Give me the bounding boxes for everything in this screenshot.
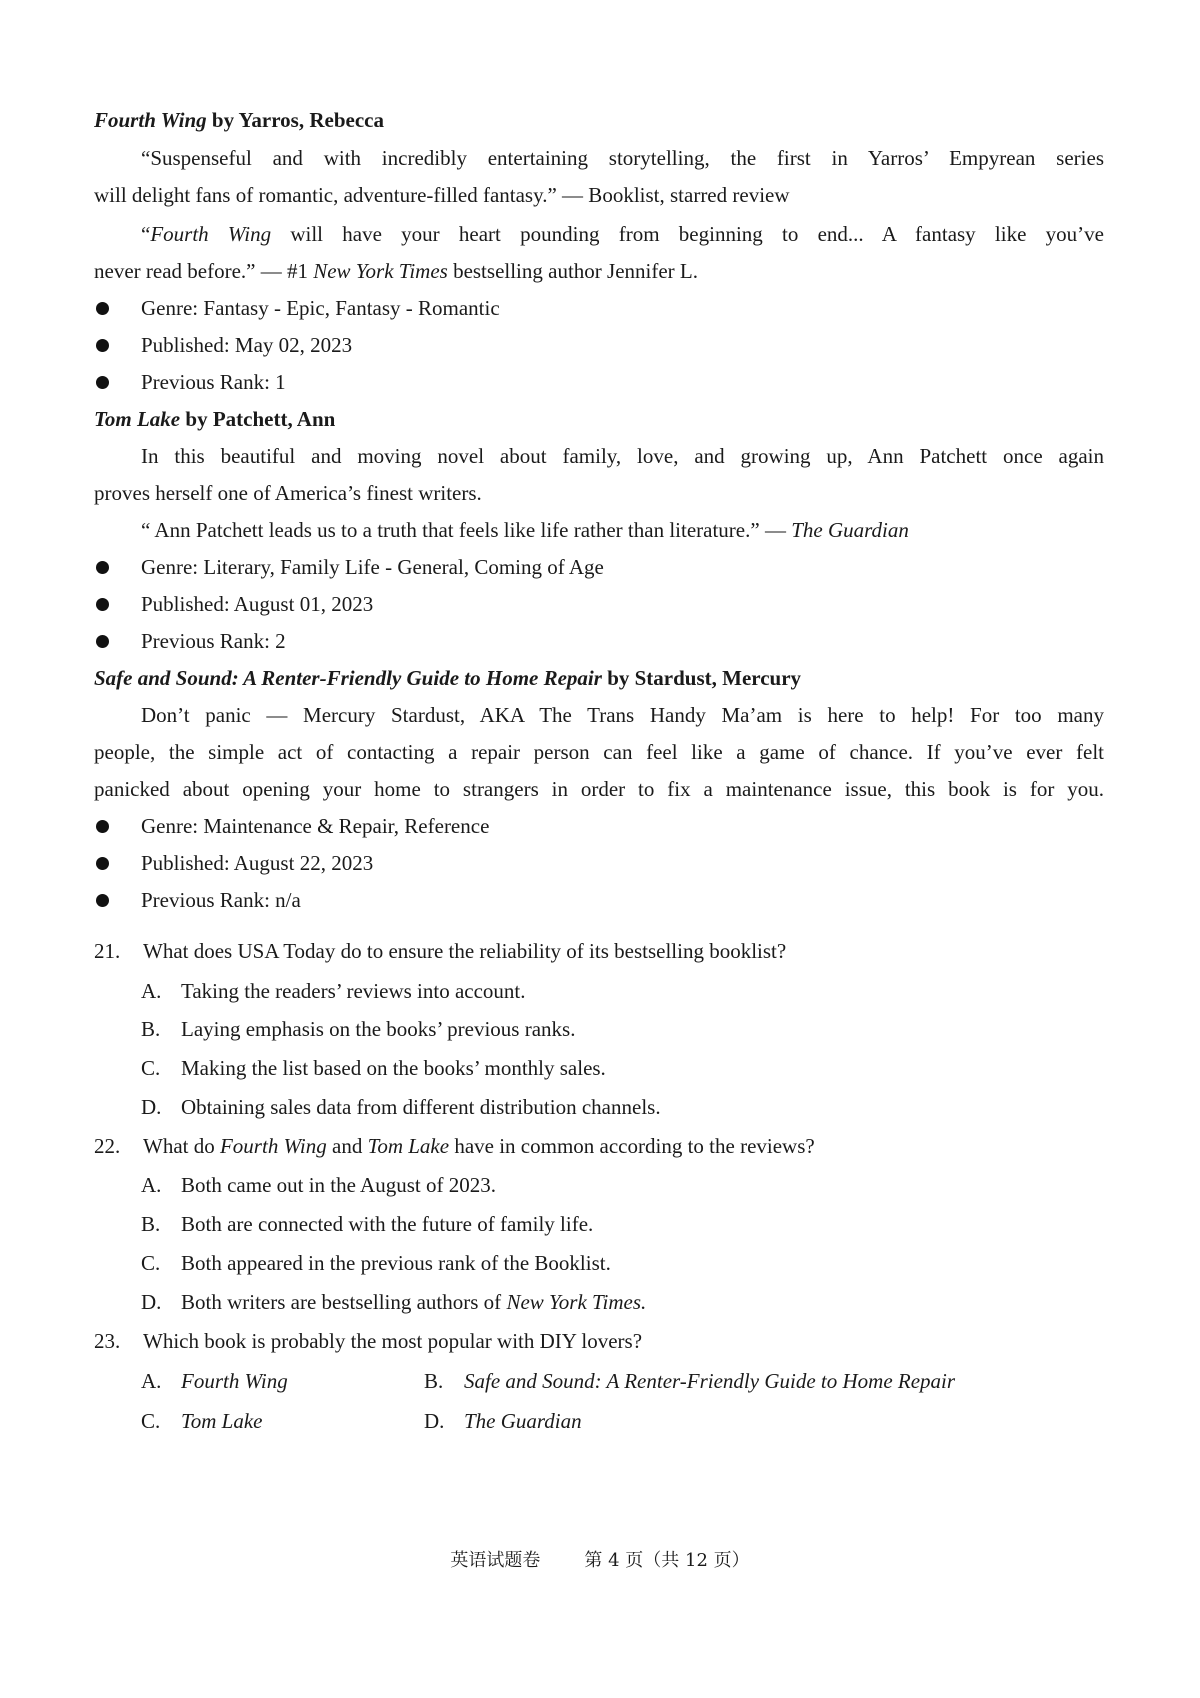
review-paragraph: will delight fans of romantic, adventure-filled fantasy.” — Booklist, starred review <box>94 183 790 207</box>
option-a: A. Taking the readers’ reviews into account. <box>141 979 526 1003</box>
question-number: 21. <box>94 939 121 963</box>
option-b: B. Laying emphasis on the books’ previous ranks. <box>141 1017 576 1041</box>
description-paragraph: proves herself one of America’s finest writers. <box>94 481 482 505</box>
review-paragraph: “Fourth Wing will have your heart pounding from beginning to end... A fantasy like you’ve <box>141 222 1104 246</box>
bullet-icon <box>96 376 109 389</box>
exam-page: Fourth Wing by Yarros, Rebecca “Suspenseful and with incredibly entertaining storytelling, the first in Yarros’ Empyrean series will delight fans of romantic, adventure-filled fantasy.” — Booklist, starred review “Fourth Wing will have your heart pounding from beginning to end... A fantasy like you’ve never read before.” — #1 New York Times bestselling author Jennifer L. Genre: Fantasy - Epic, Fantasy - Romantic Published: May 02, 2023 Previous Rank: 1 Tom Lake by Patchett, Ann In this beautiful and moving novel about family, love, and growing up, Ann Patchett once again proves herself one of America’s finest writers. “ Ann Patchett leads us to a truth that feels like life rather than literature.” — The Guardian Genre: Literary, Family Life - General, Coming of Age Published: August 01, 2023 Previous Rank: 2 Safe and Sound: A Renter-Friendly Guide to Home Repair by Stardust, Mercury Don’t panic — Mercury Stardust, AKA The Trans Handy Ma’am is here to help! For too many people, the simple act of contacting a repair person can feel like a game of chance. If you’ve ever felt panicked about opening your home to strangers in order to fix a maintenance issue, this book is for you. Genre: Maintenance & Repair, Reference Published: August 22, 2023 Previous Rank: n/a 21. What does USA Today do to ensure the reliability of its bestselling booklist? A. Taking the readers’ reviews into account. B. Laying emphasis on the books’ previous ranks. C. Making the list based on the books’ monthly sales. D. Obtaining sales data from different distribution channels. 22. What do Fourth Wing and Tom Lake have in common according to the reviews? A. Both came out in the August of 2023. B. Both are connected with the future of family life. C. Both appeared in the previous rank of the Booklist. D. Both writers are bestselling authors of New York Times. 23. Which book is probably the most popular with DIY lovers? A. Fourth Wing B. Safe and Sound: A Renter-Friendly Guide to Home Repair C. Tom Lake D. The Guardian 英语试题卷 第 4 页（共 12 页） <box>0 0 1200 1698</box>
review-paragraph: “Suspenseful and with incredibly entertaining storytelling, the first in Yarros’ Empyrean series <box>141 146 1104 170</box>
footer-page-number: 第 4 页（共 12 页） <box>584 1550 750 1571</box>
bullet-icon <box>96 857 109 870</box>
description-paragraph: panicked about opening your home to strangers in order to fix a maintenance issue, this book is for you. <box>94 777 1104 801</box>
question-number: 23. <box>94 1329 121 1353</box>
description-paragraph: people, the simple act of contacting a repair person can feel like a game of chance. If you’ve ever felt <box>94 740 1104 764</box>
book-title-fourth-wing: Fourth Wing by Yarros, Rebecca <box>94 108 384 132</box>
option-c: C. Tom Lake <box>141 1409 263 1433</box>
book-title-safe-and-sound: Safe and Sound: A Renter-Friendly Guide to Home Repair by Stardust, Mercury <box>94 666 802 690</box>
review-paragraph: “ Ann Patchett leads us to a truth that feels like life rather than literature.” — The Guardian <box>141 518 909 542</box>
option-d: D. Both writers are bestselling authors of New York Times. <box>141 1290 647 1314</box>
question-text: Which book is probably the most popular with DIY lovers? <box>143 1329 643 1353</box>
book-title-tom-lake: Tom Lake by Patchett, Ann <box>94 407 336 431</box>
description-paragraph: Don’t panic — Mercury Stardust, AKA The Trans Handy Ma’am is here to help! For too many <box>141 703 1104 727</box>
question-text: What do Fourth Wing and Tom Lake have in common according to the reviews? <box>143 1134 815 1158</box>
question-number: 22. <box>94 1134 121 1158</box>
option-b: B. Both are connected with the future of family life. <box>141 1212 594 1236</box>
option-c: C. Making the list based on the books’ monthly sales. <box>141 1056 606 1080</box>
bullet-icon <box>96 820 109 833</box>
option-d: D. The Guardian <box>424 1409 582 1433</box>
option-d: D. Obtaining sales data from different distribution channels. <box>141 1095 661 1119</box>
footer-subject: 英语试题卷 <box>450 1550 541 1571</box>
bullet-icon <box>96 894 109 907</box>
bullet-icon <box>96 302 109 315</box>
option-a: A. Both came out in the August of 2023. <box>141 1173 496 1197</box>
option-b: B. Safe and Sound: A Renter-Friendly Guide to Home Repair <box>424 1369 956 1393</box>
bullet-icon <box>96 635 109 648</box>
option-c: C. Both appeared in the previous rank of the Booklist. <box>141 1251 611 1275</box>
bullet-icon <box>96 561 109 574</box>
question-text: What does USA Today do to ensure the reliability of its bestselling booklist? <box>143 939 787 963</box>
bullet-icon <box>96 598 109 611</box>
bullet-icon <box>96 339 109 352</box>
option-a: A. Fourth Wing <box>141 1369 288 1393</box>
review-paragraph: never read before.” — #1 New York Times bestselling author Jennifer L. <box>94 259 698 283</box>
page-footer <box>0 1548 1200 1574</box>
description-paragraph: In this beautiful and moving novel about family, love, and growing up, Ann Patchett once again <box>141 444 1104 468</box>
